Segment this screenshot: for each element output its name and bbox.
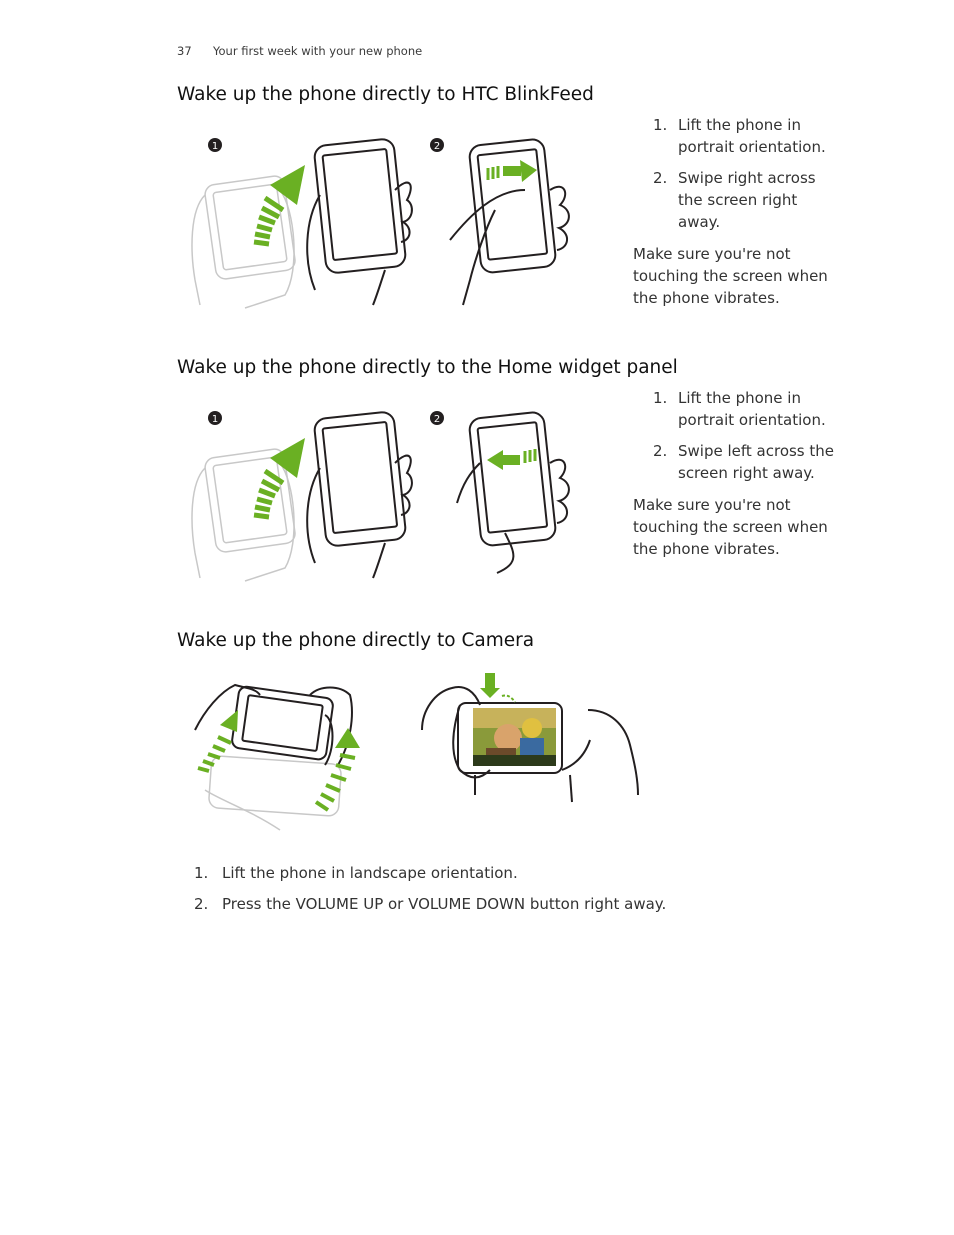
phone-icon (450, 138, 569, 305)
list-item: 1. Lift the phone in landscape orientation. (194, 864, 518, 882)
svg-text:1: 1 (211, 141, 219, 152)
chapter-title: Your first week with your new phone (213, 44, 423, 58)
svg-text:1: 1 (211, 414, 219, 425)
page-header (177, 44, 422, 58)
svg-text:2: 2 (433, 141, 441, 152)
camera-illustration (190, 670, 645, 850)
step-badge-icon (208, 138, 222, 152)
home-widget-steps (633, 387, 834, 493)
step-badge-icon (430, 138, 444, 152)
list-item: 1. Lift the phone in portrait orientation. (653, 116, 826, 156)
page-number: 37 (177, 44, 192, 58)
list-item: 2. Swipe right across the screen right away. (653, 169, 816, 231)
list-item: 2. Press the VOLUME UP or VOLUME DOWN button right away. (194, 895, 667, 913)
blinkfeed-illustration (185, 130, 585, 310)
section-title-camera: Wake up the phone directly to Camera (177, 630, 535, 651)
section-title-blinkfeed: Wake up the phone directly to HTC BlinkFeed (177, 84, 594, 105)
volume-press-arrow-icon (480, 673, 515, 702)
ghost-phone-icon (192, 175, 296, 308)
blinkfeed-steps (633, 114, 826, 242)
svg-text:2: 2 (433, 414, 441, 425)
camera-phone-icon (458, 703, 562, 773)
step-badge-icon (430, 411, 444, 425)
section-title-home-widget: Wake up the phone directly to the Home widget panel (177, 357, 678, 378)
list-item: 2. Swipe left across the screen right away. (653, 442, 835, 482)
ghost-phone-icon (205, 756, 342, 830)
ghost-phone-icon (192, 448, 296, 581)
phone-icon (457, 411, 569, 573)
home-widget-note: Make sure you're not touching the screen when the phone vibrates. (633, 496, 828, 558)
phone-icon (195, 685, 352, 765)
phone-icon (307, 411, 412, 578)
list-item: 1. Lift the phone in portrait orientation. (653, 389, 826, 429)
phone-icon (307, 138, 412, 305)
blinkfeed-note: Make sure you're not touching the screen when the phone vibrates. (633, 245, 828, 307)
camera-steps (177, 862, 666, 924)
step-badge-icon (208, 411, 222, 425)
home-widget-illustration (185, 403, 585, 583)
